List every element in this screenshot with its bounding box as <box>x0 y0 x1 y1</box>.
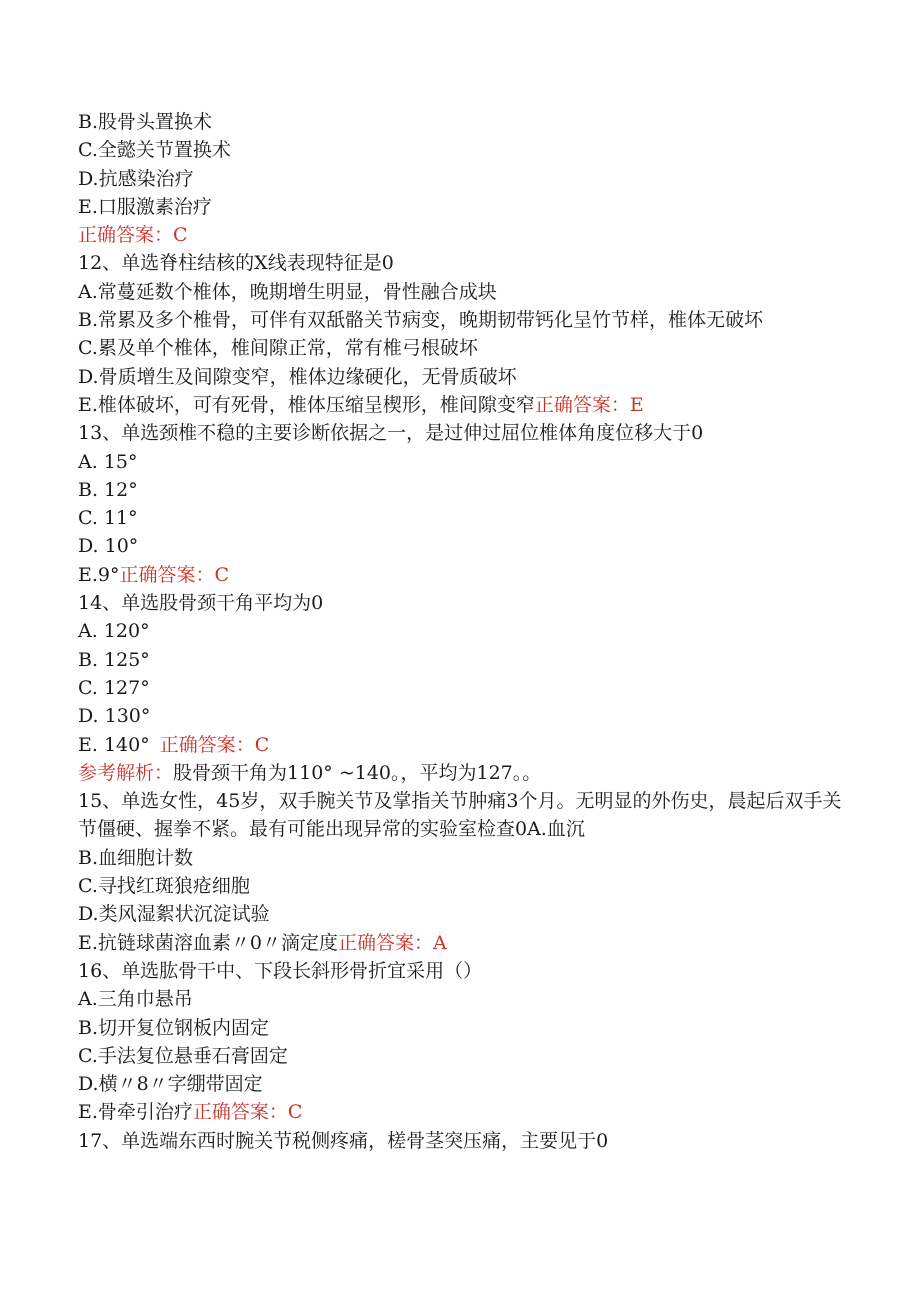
q14-analysis-text: 股骨颈干角为110° ~140。，平均为127。。 <box>173 761 542 784</box>
q12-option-d: D.骨质增生及间隙变窄，椎体边缘硬化，无骨质破坏 <box>78 365 517 388</box>
q15-option-d: D.类风湿絮状沉淀试验 <box>78 903 270 926</box>
q12-option-b: B.常累及多个椎骨，可伴有双舐骼关节病变，晚期韧带钙化呈竹节样，椎体无破坏 <box>78 309 764 332</box>
q11-option-c: C.全懿关节置换术 <box>78 139 231 162</box>
q14-option-a: A. 120° <box>78 620 150 643</box>
q12-stem: 12、单选脊柱结核的X线表现特征是0 <box>78 252 394 275</box>
q12-option-c: C.累及单个椎体，椎间隙正常，常有椎弓根破坏 <box>78 337 478 360</box>
q16-option-d: D.横〃8〃字绷带固定 <box>78 1073 263 1096</box>
q11-option-d: D.抗感染治疗 <box>78 167 194 190</box>
q15-option-e: E.抗链球菌溶血素〃0〃滴定度 <box>78 931 338 954</box>
q16-answer: 正确答案：C <box>192 1101 303 1124</box>
q16-stem: 16、单选肱骨干中、下段长斜形骨折宜采用（） <box>78 959 483 982</box>
q12-option-e: E.椎体破坏，可有死骨，椎体压缩呈楔形，椎间隙变窄 <box>78 393 535 416</box>
q14-option-c: C. 127° <box>78 676 150 699</box>
q13-option-e-row <box>78 561 848 589</box>
q14-option-e: E. 140° <box>78 733 150 756</box>
q14-stem: 14、单选股骨颈干角平均为0 <box>78 592 324 615</box>
q16-option-a: A.三角巾悬吊 <box>78 988 193 1011</box>
q15-option-e-row <box>78 929 848 957</box>
q14-option-e-row <box>78 731 848 759</box>
q14-option-d: D. 130° <box>78 705 151 728</box>
q12-option-e-row <box>78 391 848 419</box>
q15-option-b: B.血细胞计数 <box>78 846 194 869</box>
q15-option-c: C.寻找红斑狼疮细胞 <box>78 875 250 898</box>
q13-option-c: C. 11° <box>78 507 138 530</box>
q16-option-e-row <box>78 1098 848 1126</box>
q11-answer: 正确答案：C <box>78 224 188 247</box>
q15-answer: 正确答案：A <box>338 931 447 954</box>
q16-option-b: B.切开复位钢板内固定 <box>78 1016 270 1039</box>
q13-option-e: E.9° <box>78 563 120 586</box>
q11-option-b: B.股骨头置换术 <box>78 111 213 133</box>
q13-option-d: D. 10° <box>78 535 139 558</box>
q14-answer: 正确答案：C <box>159 733 270 756</box>
q12-answer: 正确答案：E <box>534 393 644 416</box>
q12-option-a: A.常蔓延数个椎体，晚期增生明显，骨性融合成块 <box>78 280 497 303</box>
q16-option-e: E.骨牵引治疗 <box>78 1101 193 1124</box>
q13-answer: 正确答案：C <box>119 563 230 586</box>
q15-stem: 15、单选女性，45岁，双手腕关节及掌指关节肿痛3个月。无明显的外伤史，晨起后双手关节僵硬、握拳不紧。最有可能出现异常的实验室检查0A.血沉 <box>78 790 842 841</box>
q11-option-e: E.口服激素治疗 <box>78 195 212 218</box>
q14-analysis <box>78 759 848 787</box>
q13-stem: 13、单选颈椎不稳的主要诊断依据之一，是过伸过屈位椎体角度位移大于0 <box>78 422 704 445</box>
q14-option-b: B. 125° <box>78 648 150 671</box>
q14-analysis-label: 参考解析： <box>78 761 174 784</box>
q17-stem: 17、单选端东西时腕关节税侧疼痛，槎骨茎突压痛，主要见于0 <box>78 1129 609 1152</box>
q13-option-b: B. 12° <box>78 478 138 501</box>
document-page <box>78 108 848 1155</box>
q16-option-c: C.手法复位悬垂石膏固定 <box>78 1044 288 1067</box>
q13-option-a: A. 15° <box>78 450 138 473</box>
